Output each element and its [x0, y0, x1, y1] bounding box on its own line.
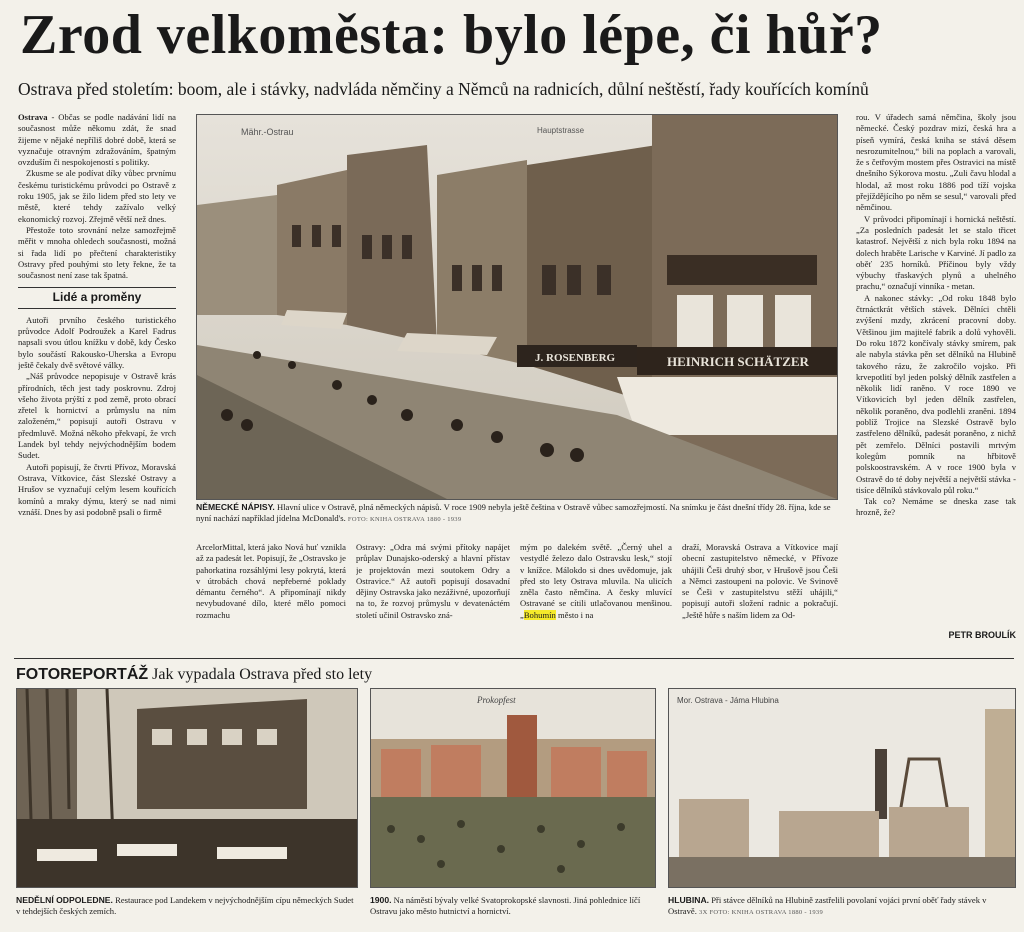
photo-label: Prokopfest [477, 695, 516, 705]
mine-illustration [669, 689, 1015, 887]
main-photo [196, 114, 838, 500]
headline: Zrod velkoměsta: bylo lépe, či hůř? [20, 4, 883, 66]
shop-sign-rosenberg: J. ROSENBERG [535, 352, 616, 364]
paragraph: Přestože toto srovnání nelze samozřejmě měřit v mnoha ohledech současnosti, možná si řada lidí po přečtení charakteristiky Ostravy před pouhými sto lety řekne, že ta současnost není zase tak špatná. [18, 224, 176, 281]
paragraph: A nakonec stávky: „Od roku 1848 bylo čtrnáctkrát větších stávek. Dělníci chtěli zvýšení mzdy, zkrácení pracovní doby. Většinou jim majitelé fabrik a dolů vyhověli. Do roku 1872 končívaly stávky smírem, pak ale nabyla stávka pěn set dělníků na Hlubině takového rázu, že zakročilo vojsko. Při krvepotlití byl jeden polský dělník zastřelen a několik lidí raněno. V roce 1890 ve Vítkovicích byl jeden dělník zastřelen, několik poraněno, dva podlehli zraněni. 1894 poblíž Trojice na Slezské Ostravě bylo zastřeleno dělníků, padesát poraněno, z nichž pět zemřelo. Dělníci postavili mrtvým kolegům pomník na hřbitově polskoostravském. A v roce 1900 byla v Ostravě do té doby největší a největší stávka - tisíce dělníků stávkovalo půl roku.“ [856, 292, 1016, 495]
article-column-6 [856, 112, 1016, 628]
article-column-3 [356, 542, 510, 642]
dateline: Ostrava [18, 112, 48, 122]
street-scene-illustration [197, 115, 837, 499]
paragraph: Autoři popisují, že čtvrti Přívoz, Moravská Ostrava, Vítkovice, část Slezské Ostravy a Hrušov se vyznačují celým lesem kouřících komínů a mraky dýmu, který se nad nimi vznáší. Dnes by asi podobně psali o firmě [18, 461, 176, 517]
subheadline: Ostrava před stoletím: boom, ale i stávky, nadvláda němčiny a Němců na radnicích, důlní neštěstí, řady kouřících komínů [18, 79, 869, 99]
article-column-2 [196, 542, 346, 642]
paragraph: mým po dalekém světě. „Černý uhel a vestydlé železo dalo Ostravsku lesk,“ stojí v knížce. Málokdo si dnes uvědomuje, jak před sto lety Ostrava mluvila. Na ulicích zněla často němčina. A česky mluvící Ostravané se cítili utlačovanou menšinou. „Bohumín město i na [520, 542, 672, 620]
paragraph: Ostravy: „Odra má svými přítoky napájet průplav Dunajsko-oderský a hlavní přístav je projektován mezi soutokem Odry a Ostravice.“ Až autoři popisují dosavadní dějiny Ostravska jako nezáživné, upozorňují na to, že rozvoj průmyslu v devatenáctém století učinil Ostravsko zná- [356, 542, 510, 620]
restaurant-illustration [17, 689, 357, 887]
paragraph: draží, Moravská Ostrava a Vítkovice mají obecní zastupitelstvo německé, v Přívoze uhájili Češi druhý sbor, v Hrušově jsou Češi a Němci zastoupeni na polovic. Ve Svinově se Češi v zastupitelstvu stěží uhájili,“ popisují autoři složení radnic a pokračují. „Ještě hůře s naším lidem za Od- [682, 542, 838, 620]
article-column-4 [520, 542, 672, 642]
article-column-1 [18, 112, 176, 642]
paragraph: Ostrava - Občas se podle nadávání lidí na současnost může někomu zdát, že snad žijeme v nějaké nepříliš dobré době, která se vyznačuje otravným zdražováním, špatným ovzduším či nespokojeností s politiky. [18, 112, 176, 168]
highlighted-word: Bohumín [523, 609, 556, 620]
fotoreportaz-heading [16, 666, 372, 684]
photo-label-left: Mähr.-Ostrau [241, 127, 294, 137]
photo-prokopfest-caption: 1900. Na náměstí bývaly velké Svatoprokopské slavnosti. Jiná pohlednice líčí Ostravu jako město hutnictví a hornictví. [370, 895, 641, 916]
caption-lead: NĚMECKÉ NÁPISY. [196, 502, 275, 512]
fotoreportaz-title: Jak vypadala Ostrava před sto lety [152, 666, 373, 683]
photo-hlubina [668, 688, 1016, 888]
section-divider [14, 658, 1014, 659]
byline: PETR BROULÍK [948, 630, 1016, 640]
fotoreportaz-kicker: FOTOREPORTÁŽ [16, 666, 149, 683]
photo-restaurant-caption: NEDĚLNÍ ODPOLEDNE. Restaurace pod Landekem v nejvýchodnějším cípu německých Sudet v tehdejších českých zemích. [16, 895, 354, 916]
photo-credit: FOTO: KNIHA OSTRAVA 1880 - 1939 [347, 516, 462, 523]
square-crowd-illustration [371, 689, 655, 887]
main-photo-caption [196, 502, 836, 525]
photo-restaurant [16, 688, 358, 888]
paragraph: „Náš průvodce nepopisuje v Ostravě krás přírodních, těch jest tady poskrovnu. Zdroj všeho života prýští z pod země, proto obrací zřetel k hornictví a průmyslu na ním založeném,“ popisují autoři Ostravu v předmluvě. Možná někoho překvapí, že vrch Landek byl tehdy nejvýchodnějším bodem Sudet. [18, 371, 176, 461]
paragraph: ArcelorMittal, která jako Nová huť vznikla až za padesát let. Popisují, že „Ostravsko je pahorkatina rozsáhlými lesy pokrytá, která v útrobách chová nepřeberné poklady démantu černého“. A připomínají nikdy nevybudované dílo, které mělo pomoci rozmachu [196, 542, 346, 620]
paragraph: Zkusme se ale podívat díky vůbec prvnímu českému turistickému průvodci po Ostravě z roku 1905, jak se žilo lidem před sto lety ve městě, které tehdy zažívalo velký ekonomický rozvoj. Zřejmě větší než dnes. [18, 168, 176, 224]
shop-sign-schatzer: HEINRICH SCHÄTZER [667, 354, 809, 369]
photo-prokopfest [370, 688, 656, 888]
paragraph: Autoři prvního českého turistického průvodce Adolf Podroužek a Karel Fadrus napsali svou útlou knížku v době, kdy Česko bylo součástí Rakousko-Uherska a Evropu ještě čekaly dvě světové války. [18, 314, 176, 370]
paragraph: V průvodci připomínají i hornická neštěstí. „Za posledních padesát let se stalo třicet katastrof. Největší z nich byla roku 1894 na dolech hraběte Larische v Karviné. Jí padlo za oběť 235 horníků. Příčinou byly vždy výbuchy třaskavých plynů a uhelného prachu,“ označují vinníka - metan. [856, 213, 1016, 292]
section-heading: Lidé a proměny [18, 287, 176, 308]
photo-hlubina-caption: HLUBINA. Při stávce dělníků na Hlubině zastřelili povolaní vojáci první oběť řady stávek v Ostravě. 3X FOTO: KNIHA OSTRAVA 1880 - 1939 [668, 895, 987, 916]
article-column-5 [682, 542, 838, 642]
paragraph: rou. V úřadech samá němčina, školy jsou německé. Český pozdrav mizí, česká hra a píseň vymírá, česká kniha se stává děsem nesrozumitelnou,“ bili na poplach a varovali, že s četřovým mostem přes Ostravici na místě dnešního Sýkorova mostu. „Zuli čavu hlodal a hlodal, až most roku 1886 pod tíží vojska přejíždějícího po něm se sesul,“ varovali před němčinou. [856, 112, 1016, 213]
caption-text: Hlavní ulice v Ostravě, plná německých nápisů. V roce 1909 nebyla ještě čeština v Ostravě vůbec samozřejmostí. Na snímku je část dnešní třídy 28. října, kde se nyní nachází například jídelna McDonald's. [196, 502, 831, 523]
photo-credit: 3X FOTO: KNIHA OSTRAVA 1880 - 1939 [699, 909, 823, 916]
photo-label: Mor. Ostrava - Jáma Hlubina [677, 696, 779, 705]
photo-label-right: Hauptstrasse [537, 126, 585, 135]
paragraph: Tak co? Nemáme se dneska zase tak hrozně, že? [856, 496, 1016, 518]
